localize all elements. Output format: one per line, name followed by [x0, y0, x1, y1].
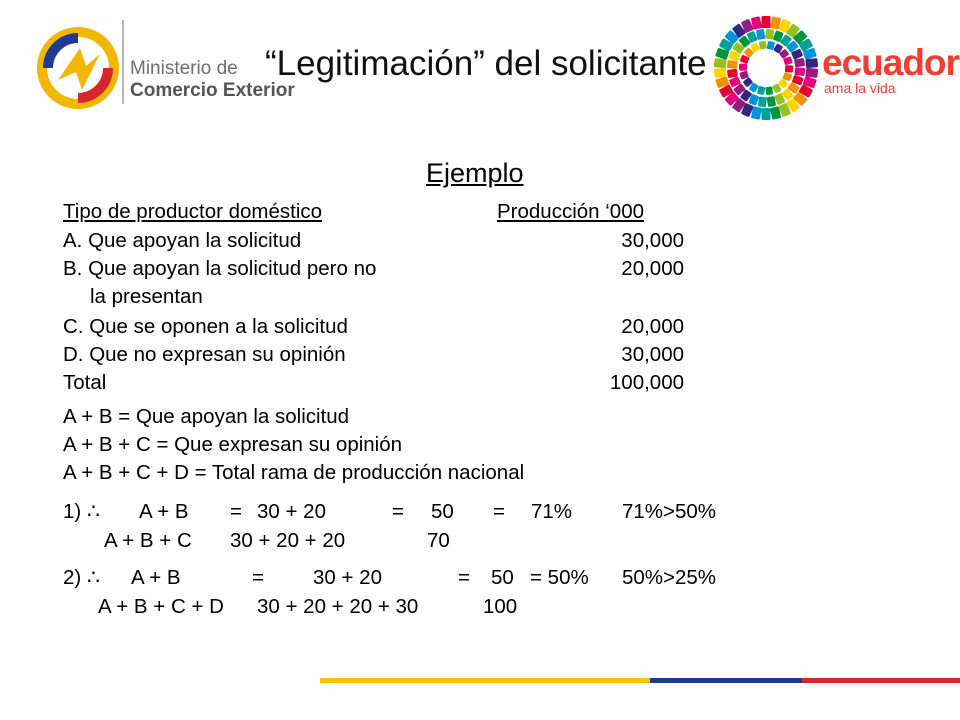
footer-stripe-red — [802, 678, 960, 683]
calc2-equals: = — [458, 566, 470, 589]
table-row-label-continuation: la presentan — [90, 285, 203, 308]
table-row-label: D. Que no expresan su opinión — [63, 343, 346, 366]
calc1-numerator: A + B — [139, 500, 189, 523]
definition-line: A + B + C + D = Total rama de producción nacional — [63, 461, 525, 484]
table-row-value: 30,000 — [621, 343, 684, 366]
calc2-numerator-result: 50 — [491, 566, 514, 589]
calc1-numerator-result: 50 — [431, 500, 454, 523]
calc1-numerator-values: 30 + 20 — [257, 500, 326, 523]
brand-name: ecuador — [822, 42, 959, 83]
table-row-value: 20,000 — [621, 257, 684, 280]
ecuador-sunburst-icon — [714, 16, 818, 120]
table-row-label: A. Que apoyan la solicitud — [63, 229, 302, 252]
calc2-denominator: A + B + C + D — [98, 595, 224, 618]
brand-tagline: ama la vida — [824, 80, 896, 96]
calc1-equals: = — [392, 500, 404, 523]
table-header-producer-type: Tipo de productor doméstico — [63, 200, 323, 223]
calc1-denominator: A + B + C — [104, 529, 192, 552]
calc2-numerator-values: 30 + 20 — [313, 566, 382, 589]
calc1-denominator-result: 70 — [427, 529, 450, 552]
calc1-equals: = — [230, 500, 242, 523]
calc1-percent: 71% — [531, 500, 573, 523]
ministry-name-line2: Comercio Exterior — [130, 80, 295, 101]
calc2-prefix: 2) ∴ — [63, 566, 100, 589]
table-total-label: Total — [63, 371, 107, 394]
definition-line: A + B = Que apoyan la solicitud — [63, 405, 350, 428]
calc1-denominator-values: 30 + 20 + 20 — [230, 529, 346, 552]
table-row-value: 20,000 — [621, 315, 684, 338]
calc2-denominator-values: 30 + 20 + 20 + 30 — [257, 595, 419, 618]
calc1-conclusion: 71%>50% — [622, 500, 717, 523]
footer-stripe-yellow — [320, 678, 650, 683]
calc2-percent: = 50% — [530, 566, 589, 589]
definition-line: A + B + C = Que expresan su opinión — [63, 433, 403, 456]
table-row-label: C. Que se oponen a la solicitud — [63, 315, 348, 338]
calc1-equals: = — [493, 500, 505, 523]
slide-title: “Legitimación” del solicitante — [265, 44, 707, 83]
calc2-denominator-result: 100 — [483, 595, 518, 618]
calc2-numerator: A + B — [131, 566, 181, 589]
section-title: Ejemplo — [426, 158, 524, 188]
calc1-prefix: 1) ∴ — [63, 500, 100, 523]
ministry-emblem-icon — [28, 18, 128, 118]
logo-divider — [122, 20, 124, 104]
calc2-conclusion: 50%>25% — [622, 566, 717, 589]
footer-stripe-blue — [650, 678, 802, 683]
table-header-production: Producción ‘000 — [497, 200, 645, 223]
table-total-value: 100,000 — [609, 371, 684, 394]
table-row-value: 30,000 — [621, 229, 684, 252]
table-row-label: B. Que apoyan la solicitud pero no — [63, 257, 377, 280]
calc2-equals: = — [252, 566, 264, 589]
ministry-name-line1: Ministerio de — [130, 58, 238, 79]
